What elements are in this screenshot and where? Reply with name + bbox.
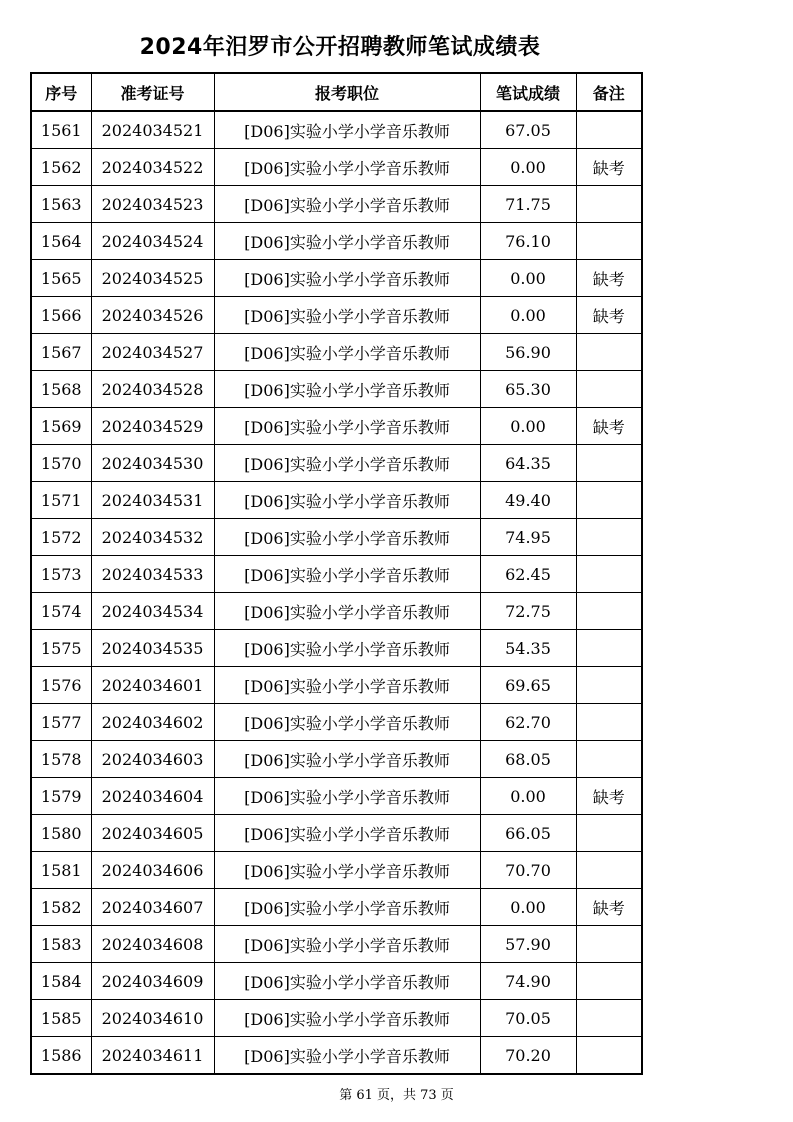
table-row xyxy=(31,260,642,297)
cell-position: [D06]实验小学小学音乐教师 xyxy=(214,334,480,371)
cell-ticket-number: 2024034609 xyxy=(91,963,214,1000)
cell-seq: 1568 xyxy=(31,371,91,408)
table-row xyxy=(31,815,642,852)
cell-remark: 缺考 xyxy=(576,408,642,445)
cell-seq: 1574 xyxy=(31,593,91,630)
cell-ticket-number: 2024034522 xyxy=(91,149,214,186)
cell-seq: 1584 xyxy=(31,963,91,1000)
cell-ticket-number: 2024034606 xyxy=(91,852,214,889)
cell-ticket-number: 2024034605 xyxy=(91,815,214,852)
cell-ticket-number: 2024034604 xyxy=(91,778,214,815)
cell-remark xyxy=(576,1037,642,1075)
cell-seq: 1573 xyxy=(31,556,91,593)
cell-score: 67.05 xyxy=(480,111,576,149)
table-row xyxy=(31,186,642,223)
cell-score: 62.45 xyxy=(480,556,576,593)
header-ticket-number: 准考证号 xyxy=(91,73,214,111)
cell-score: 76.10 xyxy=(480,223,576,260)
cell-ticket-number: 2024034526 xyxy=(91,297,214,334)
cell-position: [D06]实验小学小学音乐教师 xyxy=(214,297,480,334)
cell-position: [D06]实验小学小学音乐教师 xyxy=(214,704,480,741)
cell-seq: 1564 xyxy=(31,223,91,260)
header-score: 笔试成绩 xyxy=(480,73,576,111)
cell-remark xyxy=(576,630,642,667)
cell-score: 0.00 xyxy=(480,297,576,334)
cell-score: 0.00 xyxy=(480,889,576,926)
cell-score: 0.00 xyxy=(480,778,576,815)
cell-position: [D06]实验小学小学音乐教师 xyxy=(214,1037,480,1075)
cell-score: 71.75 xyxy=(480,186,576,223)
cell-position: [D06]实验小学小学音乐教师 xyxy=(214,630,480,667)
cell-ticket-number: 2024034527 xyxy=(91,334,214,371)
cell-ticket-number: 2024034532 xyxy=(91,519,214,556)
cell-position: [D06]实验小学小学音乐教师 xyxy=(214,149,480,186)
table-header-row xyxy=(31,73,642,111)
cell-score: 57.90 xyxy=(480,926,576,963)
cell-position: [D06]实验小学小学音乐教师 xyxy=(214,408,480,445)
cell-position: [D06]实验小学小学音乐教师 xyxy=(214,186,480,223)
cell-seq: 1586 xyxy=(31,1037,91,1075)
table-row xyxy=(31,297,642,334)
header-seq: 序号 xyxy=(31,73,91,111)
cell-position: [D06]实验小学小学音乐教师 xyxy=(214,815,480,852)
table-row xyxy=(31,149,642,186)
table-row xyxy=(31,334,642,371)
cell-remark: 缺考 xyxy=(576,149,642,186)
cell-seq: 1576 xyxy=(31,667,91,704)
cell-remark: 缺考 xyxy=(576,889,642,926)
cell-seq: 1571 xyxy=(31,482,91,519)
cell-score: 62.70 xyxy=(480,704,576,741)
cell-remark: 缺考 xyxy=(576,260,642,297)
cell-score: 72.75 xyxy=(480,593,576,630)
cell-remark xyxy=(576,223,642,260)
cell-score: 70.70 xyxy=(480,852,576,889)
cell-seq: 1570 xyxy=(31,445,91,482)
table-row xyxy=(31,371,642,408)
cell-remark xyxy=(576,926,642,963)
cell-position: [D06]实验小学小学音乐教师 xyxy=(214,111,480,149)
cell-score: 68.05 xyxy=(480,741,576,778)
cell-seq: 1578 xyxy=(31,741,91,778)
cell-position: [D06]实验小学小学音乐教师 xyxy=(214,445,480,482)
cell-ticket-number: 2024034601 xyxy=(91,667,214,704)
cell-position: [D06]实验小学小学音乐教师 xyxy=(214,1000,480,1037)
cell-remark xyxy=(576,111,642,149)
cell-position: [D06]实验小学小学音乐教师 xyxy=(214,556,480,593)
cell-position: [D06]实验小学小学音乐教师 xyxy=(214,260,480,297)
cell-position: [D06]实验小学小学音乐教师 xyxy=(214,519,480,556)
cell-score: 0.00 xyxy=(480,260,576,297)
cell-remark xyxy=(576,852,642,889)
table-row xyxy=(31,963,642,1000)
cell-score: 0.00 xyxy=(480,408,576,445)
cell-score: 69.65 xyxy=(480,667,576,704)
table-row xyxy=(31,704,642,741)
cell-seq: 1585 xyxy=(31,1000,91,1037)
table-row xyxy=(31,778,642,815)
cell-score: 0.00 xyxy=(480,149,576,186)
table-row xyxy=(31,741,642,778)
cell-seq: 1565 xyxy=(31,260,91,297)
cell-remark xyxy=(576,963,642,1000)
cell-seq: 1577 xyxy=(31,704,91,741)
cell-score: 70.20 xyxy=(480,1037,576,1075)
cell-ticket-number: 2024034525 xyxy=(91,260,214,297)
table-row xyxy=(31,889,642,926)
cell-ticket-number: 2024034528 xyxy=(91,371,214,408)
cell-remark xyxy=(576,556,642,593)
table-row xyxy=(31,223,642,260)
cell-seq: 1566 xyxy=(31,297,91,334)
cell-ticket-number: 2024034523 xyxy=(91,186,214,223)
cell-ticket-number: 2024034534 xyxy=(91,593,214,630)
page-title: 2024年汨罗市公开招聘教师笔试成绩表 xyxy=(139,35,541,60)
cell-score: 74.95 xyxy=(480,519,576,556)
table-row xyxy=(31,593,642,630)
cell-ticket-number: 2024034608 xyxy=(91,926,214,963)
cell-position: [D06]实验小学小学音乐教师 xyxy=(214,371,480,408)
cell-score: 70.05 xyxy=(480,1000,576,1037)
table-row xyxy=(31,519,642,556)
header-remark: 备注 xyxy=(576,73,642,111)
cell-position: [D06]实验小学小学音乐教师 xyxy=(214,741,480,778)
cell-ticket-number: 2024034524 xyxy=(91,223,214,260)
cell-remark xyxy=(576,815,642,852)
table-row xyxy=(31,852,642,889)
cell-remark xyxy=(576,482,642,519)
cell-seq: 1562 xyxy=(31,149,91,186)
cell-ticket-number: 2024034521 xyxy=(91,111,214,149)
cell-ticket-number: 2024034529 xyxy=(91,408,214,445)
cell-seq: 1569 xyxy=(31,408,91,445)
cell-remark xyxy=(576,371,642,408)
cell-remark xyxy=(576,519,642,556)
cell-score: 56.90 xyxy=(480,334,576,371)
cell-score: 49.40 xyxy=(480,482,576,519)
cell-position: [D06]实验小学小学音乐教师 xyxy=(214,223,480,260)
table-row xyxy=(31,408,642,445)
cell-seq: 1561 xyxy=(31,111,91,149)
cell-remark xyxy=(576,445,642,482)
cell-remark xyxy=(576,593,642,630)
cell-ticket-number: 2024034533 xyxy=(91,556,214,593)
cell-seq: 1563 xyxy=(31,186,91,223)
cell-remark xyxy=(576,1000,642,1037)
cell-seq: 1572 xyxy=(31,519,91,556)
table-row xyxy=(31,556,642,593)
cell-remark: 缺考 xyxy=(576,297,642,334)
cell-score: 74.90 xyxy=(480,963,576,1000)
cell-seq: 1581 xyxy=(31,852,91,889)
cell-position: [D06]实验小学小学音乐教师 xyxy=(214,889,480,926)
table-row xyxy=(31,445,642,482)
cell-seq: 1583 xyxy=(31,926,91,963)
table-row xyxy=(31,111,642,149)
cell-score: 64.35 xyxy=(480,445,576,482)
cell-ticket-number: 2024034611 xyxy=(91,1037,214,1075)
cell-score: 66.05 xyxy=(480,815,576,852)
cell-position: [D06]实验小学小学音乐教师 xyxy=(214,778,480,815)
cell-position: [D06]实验小学小学音乐教师 xyxy=(214,852,480,889)
cell-position: [D06]实验小学小学音乐教师 xyxy=(214,593,480,630)
cell-seq: 1579 xyxy=(31,778,91,815)
table-row xyxy=(31,482,642,519)
cell-seq: 1567 xyxy=(31,334,91,371)
header-position: 报考职位 xyxy=(214,73,480,111)
cell-remark xyxy=(576,741,642,778)
cell-remark: 缺考 xyxy=(576,778,642,815)
table-row xyxy=(31,1000,642,1037)
cell-seq: 1580 xyxy=(31,815,91,852)
cell-seq: 1582 xyxy=(31,889,91,926)
cell-ticket-number: 2024034535 xyxy=(91,630,214,667)
cell-ticket-number: 2024034530 xyxy=(91,445,214,482)
table-row xyxy=(31,1037,642,1075)
cell-ticket-number: 2024034603 xyxy=(91,741,214,778)
cell-score: 65.30 xyxy=(480,371,576,408)
table-row xyxy=(31,630,642,667)
table-row xyxy=(31,926,642,963)
cell-remark xyxy=(576,667,642,704)
cell-ticket-number: 2024034607 xyxy=(91,889,214,926)
cell-remark xyxy=(576,186,642,223)
table-body xyxy=(31,111,642,1074)
cell-position: [D06]实验小学小学音乐教师 xyxy=(214,963,480,1000)
cell-position: [D06]实验小学小学音乐教师 xyxy=(214,482,480,519)
cell-ticket-number: 2024034602 xyxy=(91,704,214,741)
cell-remark xyxy=(576,704,642,741)
page-footer: 第 61 页，共 73 页 xyxy=(339,1088,454,1103)
cell-seq: 1575 xyxy=(31,630,91,667)
cell-remark xyxy=(576,334,642,371)
cell-ticket-number: 2024034531 xyxy=(91,482,214,519)
cell-score: 54.35 xyxy=(480,630,576,667)
cell-position: [D06]实验小学小学音乐教师 xyxy=(214,667,480,704)
table-row xyxy=(31,667,642,704)
cell-position: [D06]实验小学小学音乐教师 xyxy=(214,926,480,963)
cell-ticket-number: 2024034610 xyxy=(91,1000,214,1037)
scores-table xyxy=(30,72,643,1075)
